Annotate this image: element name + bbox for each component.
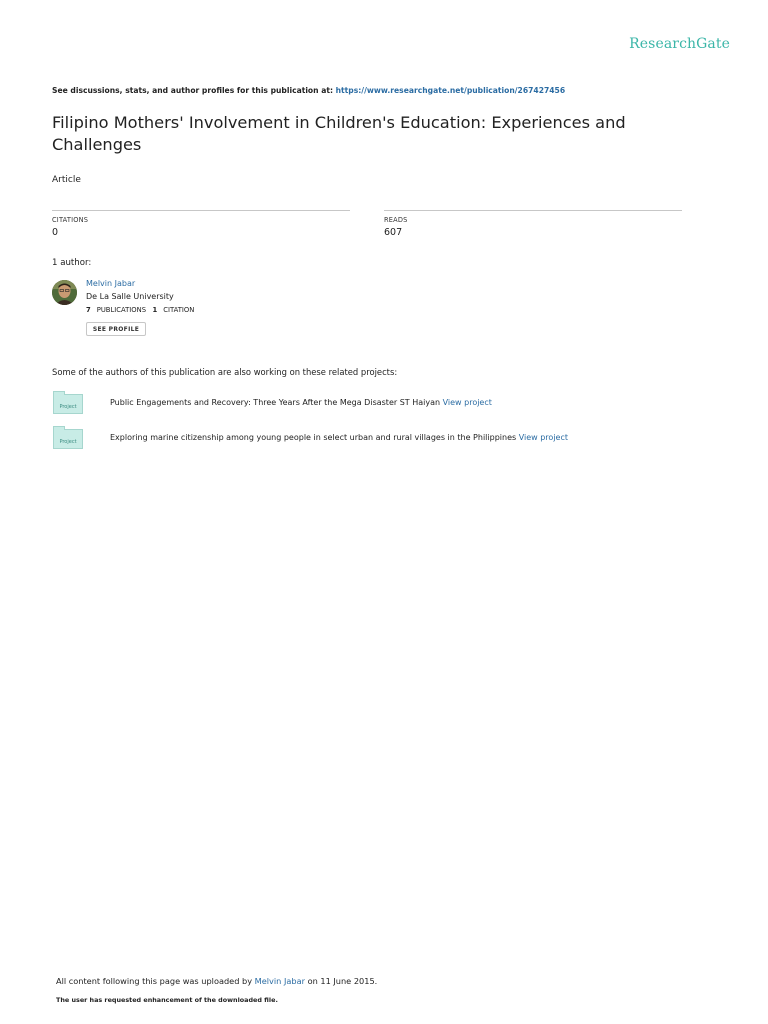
author-stats bbox=[86, 306, 194, 314]
reads-value: 607 bbox=[384, 227, 403, 238]
author-name-link[interactable]: Melvin Jabar bbox=[86, 279, 136, 288]
publication-title: Filipino Mothers' Involvement in Children's Education: Experiences and Challenges bbox=[52, 113, 626, 154]
citations-value: 0 bbox=[52, 227, 59, 238]
project-folder-icon bbox=[53, 429, 83, 449]
project-folder-icon bbox=[53, 394, 83, 414]
project-title: Public Engagements and Recovery: Three Years After the Mega Disaster ST Haiyan bbox=[110, 398, 441, 407]
uploader-link[interactable]: Melvin Jabar bbox=[254, 976, 305, 986]
project-item bbox=[110, 433, 568, 442]
related-projects-heading: Some of the authors of this publication are also working on these related projects: bbox=[52, 367, 398, 377]
citations-label: CITATIONS bbox=[52, 216, 89, 224]
view-project-link[interactable]: View project bbox=[518, 433, 568, 442]
author-citations-count: 1 bbox=[152, 306, 158, 314]
footer-prefix: All content following this page was uploaded by bbox=[56, 976, 255, 986]
project-title: Exploring marine citizenship among young people in select urban and rural villages in the Philippines bbox=[110, 433, 517, 442]
see-profile-button[interactable]: SEE PROFILE bbox=[86, 322, 146, 336]
publication-url-link[interactable]: https://www.researchgate.net/publication/267427456 bbox=[335, 86, 566, 95]
footer-suffix: on 11 June 2015. bbox=[304, 976, 378, 986]
enhancement-note: The user has requested enhancement of the downloaded file. bbox=[56, 996, 278, 1004]
author-institution: De La Salle University bbox=[86, 292, 174, 301]
citations-divider bbox=[52, 210, 350, 211]
authors-heading: 1 author: bbox=[52, 258, 92, 268]
reads-divider bbox=[384, 210, 682, 211]
author-photo bbox=[52, 280, 77, 305]
discussion-prefix: See discussions, stats, and author profiles for this publication at: bbox=[52, 86, 336, 95]
author-publications-label: PUBLICATIONS bbox=[96, 306, 147, 314]
author-avatar[interactable] bbox=[52, 280, 77, 305]
reads-label: READS bbox=[384, 216, 408, 224]
author-publications-count: 7 bbox=[86, 306, 91, 314]
project-icon-label: Project bbox=[59, 439, 77, 445]
view-project-link[interactable]: View project bbox=[442, 398, 492, 407]
researchgate-logo[interactable]: ResearchGate bbox=[629, 36, 730, 52]
author-citations-label: CITATION bbox=[163, 306, 195, 314]
project-icon-label: Project bbox=[59, 404, 77, 410]
project-item bbox=[110, 398, 492, 407]
publication-type: Article bbox=[52, 175, 81, 185]
upload-footer bbox=[56, 976, 377, 986]
discussion-line bbox=[52, 86, 565, 95]
